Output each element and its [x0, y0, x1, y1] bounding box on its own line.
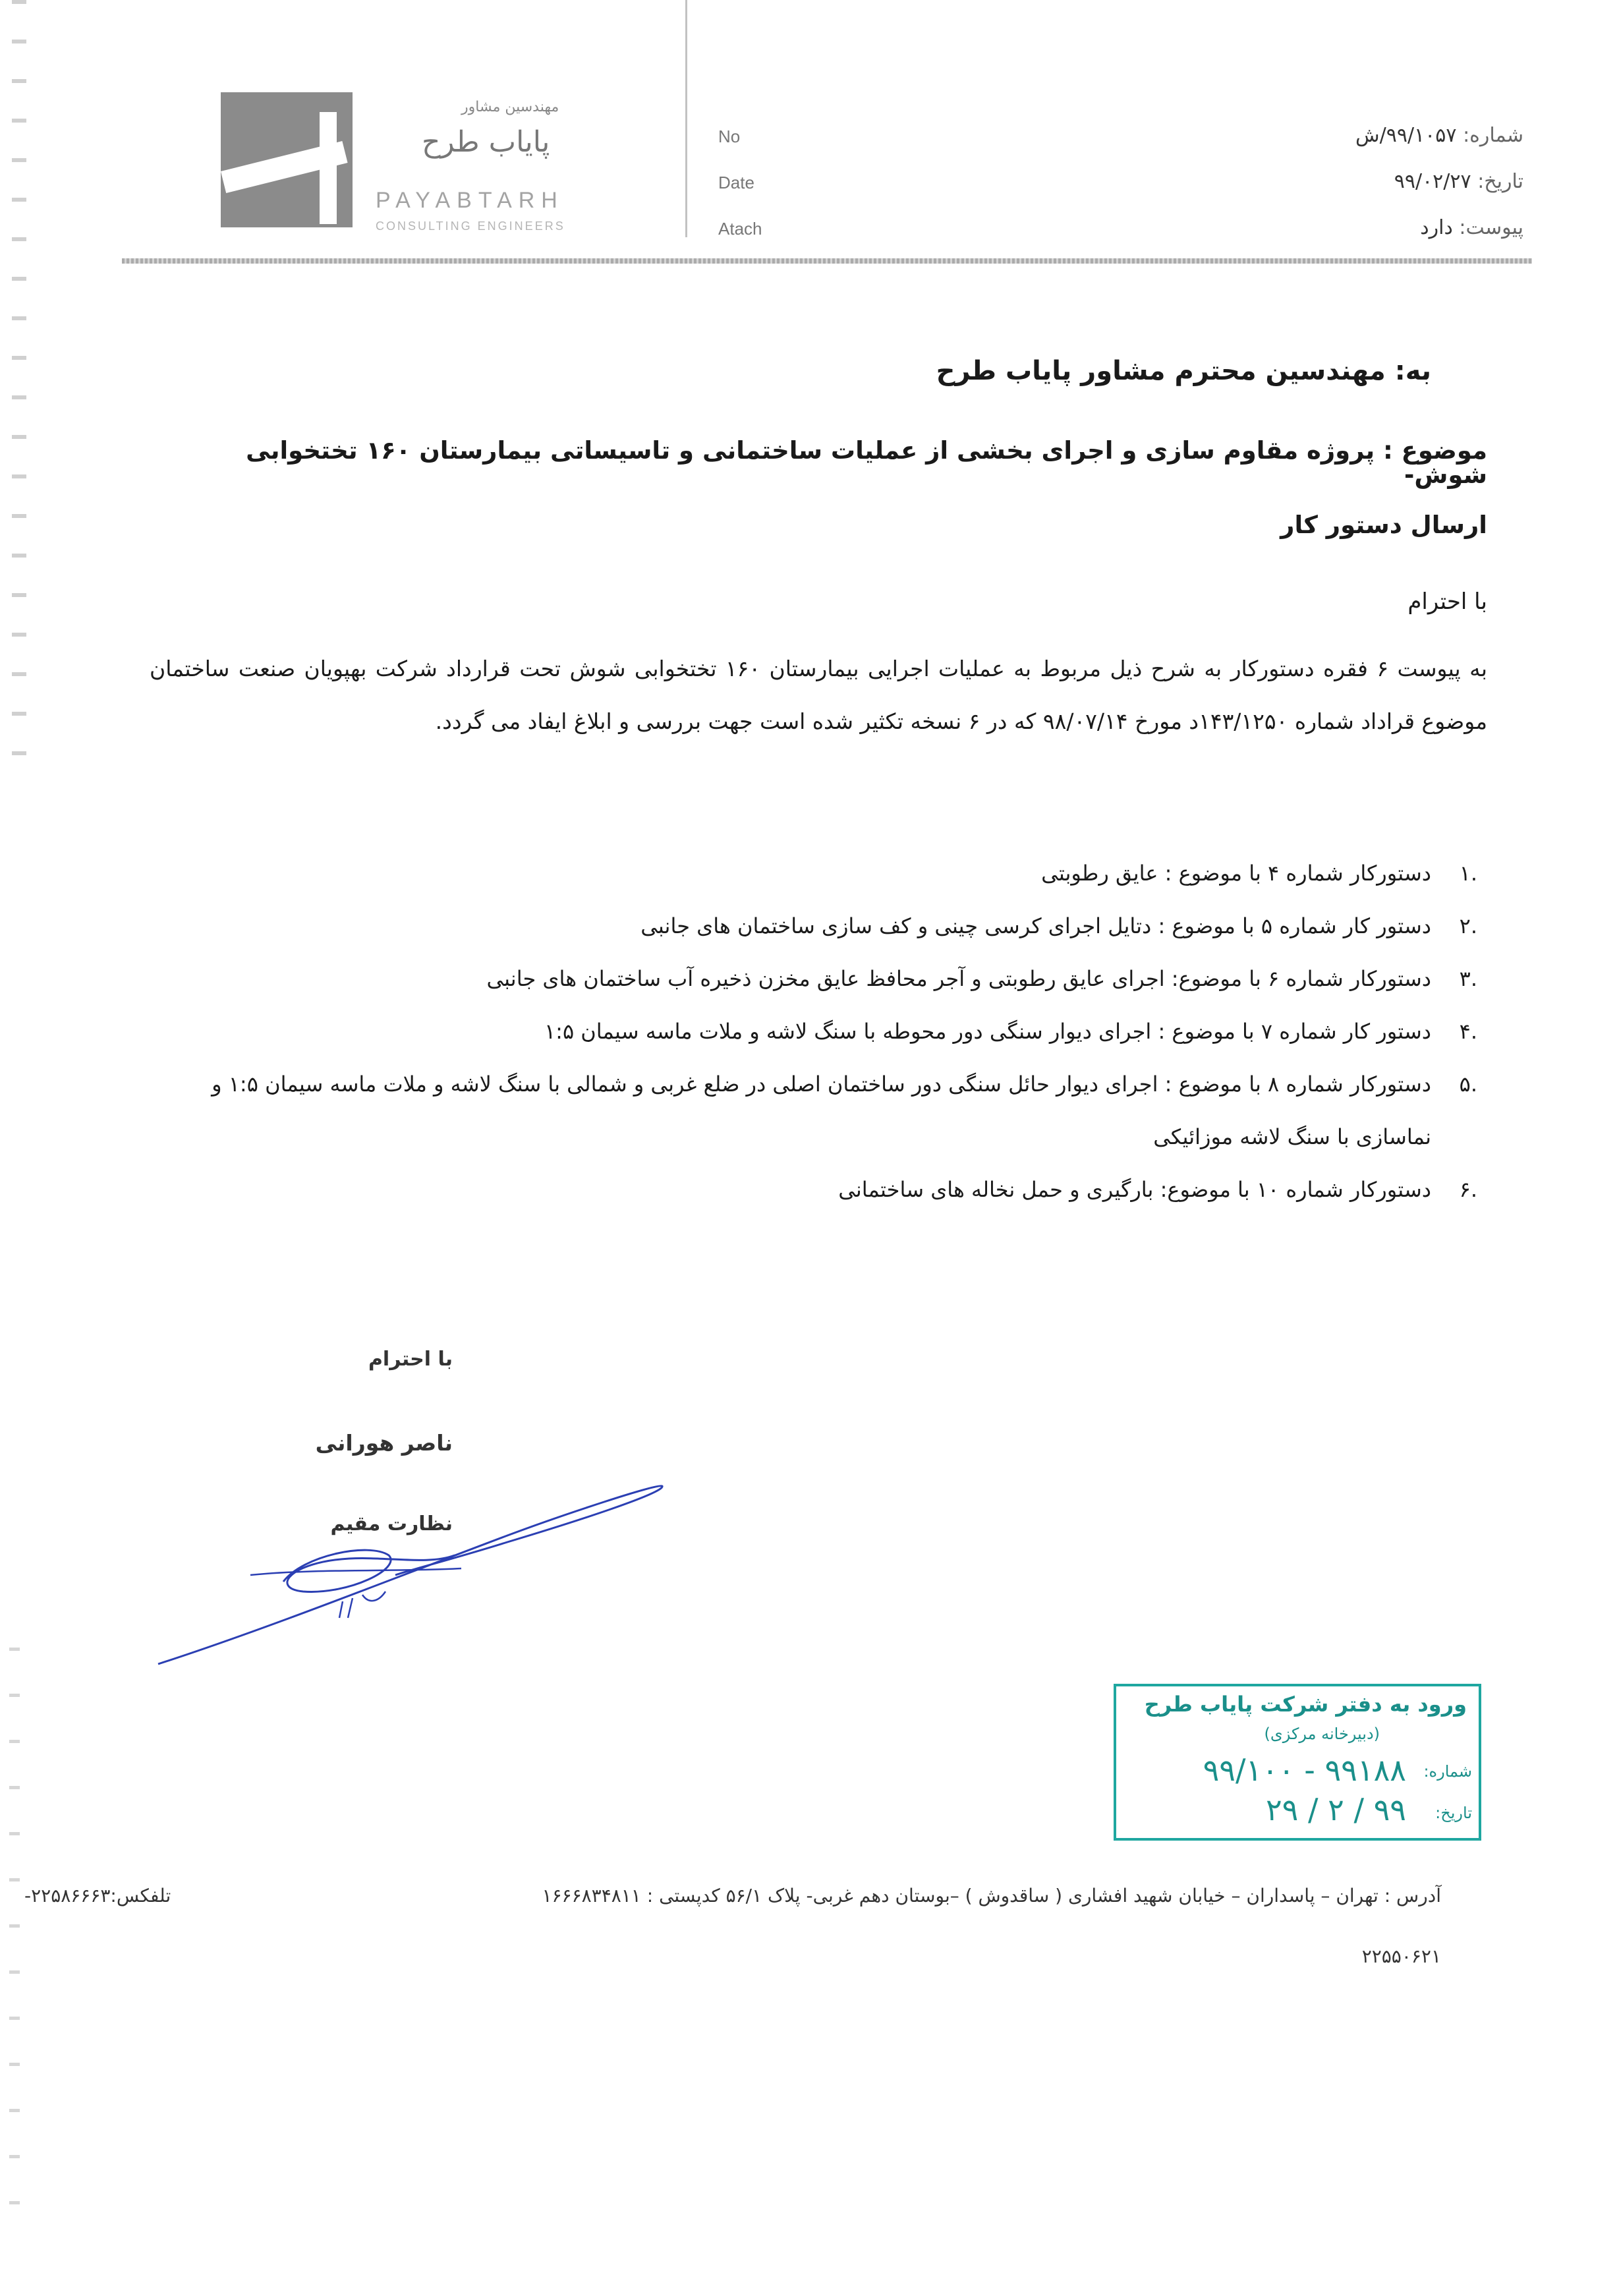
greeting: با احترام [1407, 588, 1487, 615]
signer-name: ناصر هورانی [315, 1430, 453, 1456]
letter-date: تاریخ: ۹۹/۰۲/۲۷ [1394, 170, 1523, 193]
letter-number: شماره: ۹۹/۱۰۵۷/ش [1355, 124, 1523, 147]
letter-date-value: ۹۹/۰۲/۲۷ [1394, 170, 1471, 193]
subject-line-2: ارسال دستور کار [1280, 511, 1487, 539]
letter-number-value: ۹۹/۱۰۵۷/ش [1355, 124, 1457, 147]
letter-attachment-value: دارد [1420, 216, 1453, 239]
stamp-number-value: ۹۹۱۸۸ - ۹۹/۱۰۰ [1203, 1752, 1406, 1788]
scan-edge-marks-lower [9, 1648, 20, 2241]
body-paragraph: به پیوست ۶ فقره دستورکار به شرح ذیل مربوط به عملیات اجرایی بیمارستان ۱۶۰ تختخوابی شوش تحت قرارداد شرکت بهپویان صنعت ساختمان موضوع قراداد شماره ۱۴۳/۱۲۵۰د مورخ ۹۸/۰۷/۱۴ که در ۶ نسخه تکثیر شده است جهت بررسی و ابلاغ ایفاد می گردد. [150, 656, 1488, 734]
list-item: .۵ دستورکار شماره ۸ با موضوع : اجرای دیوار حائل سنگی دور ساختمان اصلی در ضلع غربی و شمالی با سنگ لاشه و ملات ماسه سیمان ۱:۵ و نماسازی با سنگ لاشه موزائیکی [212, 1072, 1477, 1149]
label-no: No [718, 127, 741, 146]
stamp-date-label: تاریخ: [1435, 1804, 1472, 1822]
handwritten-signature [152, 1476, 679, 1674]
list-item: .۱ دستورکار شماره ۴ با موضوع : عایق رطوبتی [1041, 861, 1477, 886]
footer-address: آدرس : تهران – پاسداران – خیابان شهید افشاری ( ساقدوش ) –بوستان دهم غربی- پلاک ۵۶/۱ کدپستی : ۱۶۶۶۸۳۴۸۱۱ [542, 1885, 1441, 1907]
list-item: .۳ دستورکار شماره ۶ با موضوع: اجرای عایق رطوبتی و آجر محافظ عایق مخزن ذخیره آب ساختمان های جانبی [486, 966, 1477, 991]
signer-title: نظارت مقیم [330, 1512, 453, 1535]
logo-persian-name: پایاب طرح [422, 125, 550, 159]
list-item: .۴ دستور کار شماره ۷ با موضوع : اجرای دیوار سنگی دور محوطه با سنگ لاشه و ملات ماسه سیمان ۱:۵ [544, 1019, 1477, 1044]
label-attach: Atach [718, 219, 762, 239]
stamp-title: ورود به دفتر شرکت پایاب طرح [1144, 1692, 1467, 1717]
list-item: .۶ دستورکار شماره ۱۰ با موضوع: بارگیری و حمل نخاله های ساختمانی [838, 1177, 1477, 1202]
letter-meta [1355, 124, 1523, 262]
company-logo-mark [221, 92, 353, 227]
stamp-date-value: ۹۹ / ۲ / ۲۹ [1265, 1792, 1406, 1827]
stamp-subtitle: (دبیرخانه مرکزی) [1264, 1725, 1380, 1743]
list-item: .۲ دستور کار شماره ۵ با موضوع : دتایل اجرای کرسی چینی و کف سازی ساختمان های جانبی [640, 913, 1477, 938]
stamp-number-label: شماره: [1423, 1762, 1472, 1781]
letter-attachment: پیوست: دارد [1420, 216, 1523, 239]
receipt-stamp [1114, 1684, 1481, 1841]
work-order-list [173, 847, 1477, 1216]
closing: با احترام [368, 1348, 453, 1371]
logo-persian-subtitle: مهندسین مشاور [461, 99, 559, 115]
logo-latin-name: PAYABTARH [376, 188, 564, 213]
footer-fax: تلفکس:۲۲۵۸۶۶۶۳- [24, 1885, 171, 1907]
english-header-labels [718, 127, 762, 265]
subject-line-1: موضوع : پروژه مقاوم سازی و اجرای بخشی از عملیات ساختمانی و تاسیساتی بیمارستان ۱۶۰ تختخوابی شوش- [246, 436, 1487, 489]
footer-phone: ۲۲۵۵۰۶۲۱ [1361, 1945, 1441, 1967]
header-divider [122, 258, 1532, 264]
logo-latin-subtitle: CONSULTING ENGINEERS [376, 219, 565, 233]
scan-edge-marks [12, 0, 26, 791]
addressee: به: مهندسین محترم مشاور پایاب طرح [936, 356, 1431, 386]
scan-fold-line [685, 0, 687, 237]
label-date: Date [718, 173, 754, 192]
